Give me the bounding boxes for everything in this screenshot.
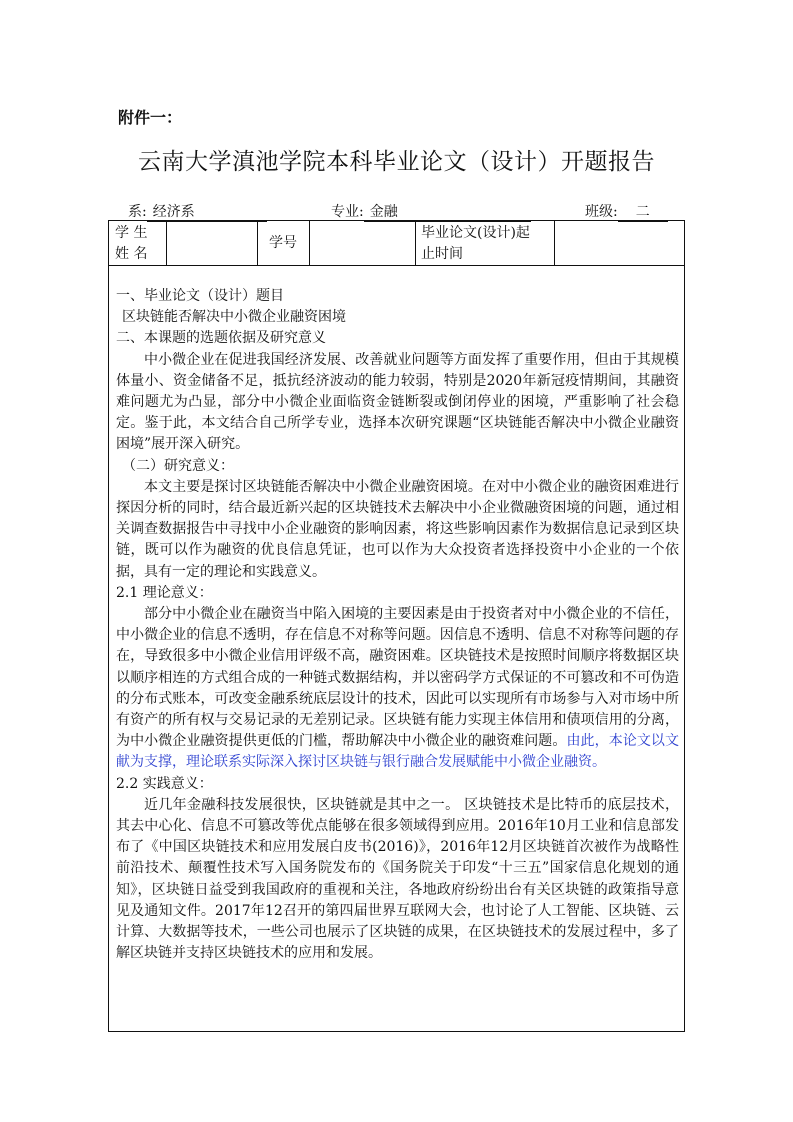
- paragraph-text: 部分中小微企业在融资当中陷入困境的主要因素是由于投资者对中小微企业的不信任，中小微企业的信息不透明，存在信息不对称等问题。因信息不透明、信息不对称等问题的存在，导致很多中小微企业信用评级不高，融资困难。区块链技术是按照时间顺序将数据区块以顺序相连的方式组合成的一种链式数据结构，并以密码学方式保证的不可篡改和不可伪造的分布式账本，可改变金融系统底层设计的技术，因此可以实现所有市场参与入对市场中所有资产的所有权与交易记录的无差别记录。区块链有能力实现主体信用和债项信用的分离，为中小微企业融资提供更低的门槛，帮助解决中小微企业的融资难问题。: [116, 606, 679, 750]
- dept-field: [128, 201, 267, 222]
- student-name-label: 学 生 姓 名: [115, 225, 148, 262]
- class-label: 班级:: [585, 204, 618, 220]
- header-row-divider: [109, 265, 684, 266]
- subsection-heading: 2.2 实践意义：: [116, 775, 213, 792]
- section-heading: 二、本课题的选题依据及研究意义: [116, 330, 326, 347]
- highlighted-text: 由此，本论文以文献为支撑，理论联系实际深入探讨区块链与银行融合发展赋能中小微企业融资。: [116, 733, 680, 771]
- report-body: [116, 286, 679, 965]
- major-label: 专业:: [331, 204, 364, 220]
- student-id-label: 学号: [269, 235, 297, 251]
- attachment-label: 附件一：: [118, 108, 183, 127]
- student-id-value[interactable]: [309, 221, 415, 265]
- dept-value: 经济系: [147, 201, 267, 222]
- section-heading: 一、毕业论文（设计）题目: [116, 288, 284, 304]
- subsection-heading: 2.1 理论意义：: [116, 584, 213, 601]
- paragraph: 中小微企业在促进我国经济发展、改善就业问题等方面发挥了重要作用，但由于其规模体量小、资金储备不足，抵抗经济波动的能力较弱，特别是2020年新冠疫情期间，其融资难问题尤为凸显，部分中小微企业面临资金链断裂或倒闭停业的困境，严重影响了社会稳定。鉴于此，本文结合自己所学专业，选择本次研究课题“区块链能否解决中小微企业融资困境”展开深入研究。: [116, 351, 679, 453]
- subsection-heading: （二）研究意义：: [122, 457, 234, 474]
- paragraph: [116, 604, 679, 774]
- paragraph: 近几年金融科技发展很快，区块链就是其中之一。 区块链技术是比特币的底层技术，其去中心化、信息不可篡改等优点能够在很多领域得到应用。2016年10月工业和信息部发布了《中国区块链技术和应用发展白皮书(2016)》，2016年12月区块链首次被作为战略性前沿技术、颠覆性技术写入国务院发布的《国务院关于印发“十三五”国家信息化规划的通知》，区块链日益受到我国政府的重视和关注，各地政府纷纷出台有关区块链的政策指导意见及通知文件。2017年12召开的第四届世界互联网大会，也讨论了人工智能、区块链、云计算、大数据等技术，一些公司也展示了区块链的成果，在区块链技术的发展过程中，多了解区块链并支持区块链技术的应用和发展。: [116, 796, 679, 962]
- paragraph: 本文主要是探讨区块链能否解决中小微企业融资困境。在对中小微企业的融资困难进行探因分析的同时，结合最近新兴起的区块链技术去解决中小企业微融资困境的问题，通过相关调查数据报告中寻找中小企业融资的影响因素，将这些影响因素作为数据信息记录到区块链，既可以作为融资的优良信息凭证，也可以作为大众投资者选择投资中小企业的一个依据，具有一定的理论和实践意义。: [116, 478, 679, 580]
- period-value[interactable]: [554, 221, 684, 265]
- thesis-topic: 区块链能否解决中小微企业融资困境: [122, 309, 346, 326]
- student-name-value[interactable]: [166, 221, 257, 265]
- class-value: 二: [618, 201, 668, 222]
- dept-label: 系:: [128, 204, 147, 220]
- major-field: [331, 201, 531, 222]
- page-title: 云南大学滇池学院本科毕业论文（设计）开题报告: [138, 149, 655, 175]
- class-field: [585, 201, 668, 222]
- period-label: 毕业论文(设计)起 止时间: [421, 225, 530, 262]
- major-value: 金融: [364, 201, 531, 222]
